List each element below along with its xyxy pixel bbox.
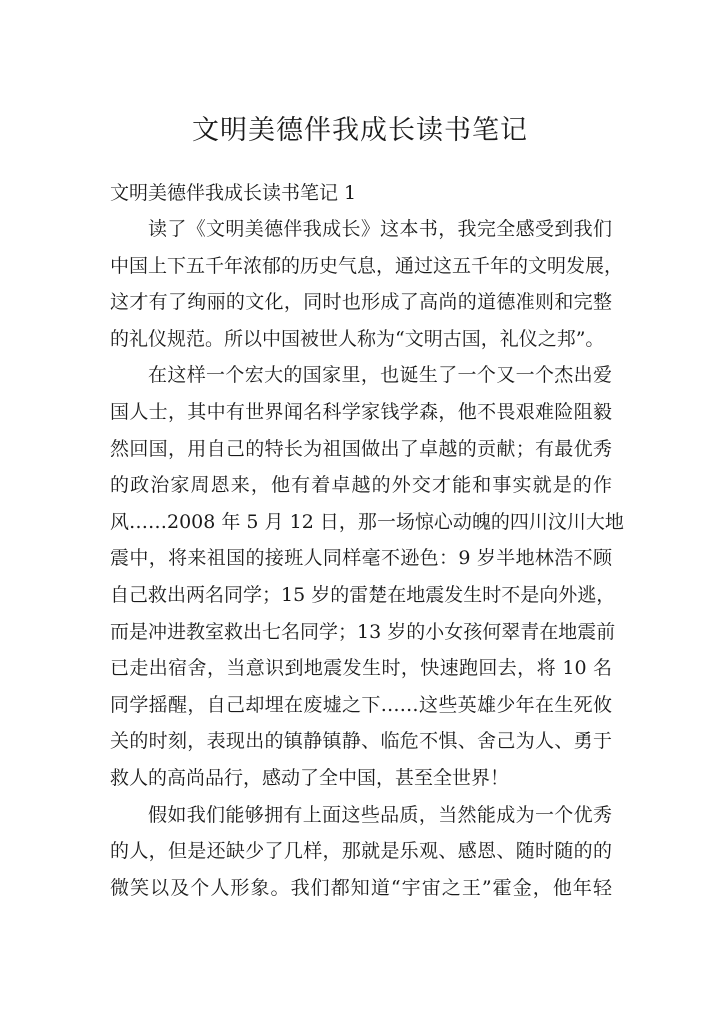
paragraph-2-line: 在这样一个宏大的国家里，也诞生了一个又一个杰出爱 [148, 364, 612, 387]
paragraph-2-line: 已走出宿舍，当意识到地震发生时，快速跑回去，将 10 名 [110, 657, 612, 680]
document-title: 文明美德伴我成长读书笔记 [192, 115, 528, 146]
document-body [110, 211, 624, 906]
paragraph-2-line: 震中，将来祖国的接班人同样毫不逊色：9 岁半地林浩不顾 [110, 547, 612, 570]
paragraph-1-line: 读了《文明美德伴我成长》这本书，我完全感受到我们 [148, 218, 612, 240]
paragraph-2-line: 风……2008 年 5 月 12 日，那一场惊心动魄的四川汶川大地 [110, 510, 624, 533]
paragraph-1-line: 这才有了绚丽的文化，同时也形成了高尚的道德准则和完整 [110, 291, 612, 314]
paragraph-3-line: 的人，但是还缺少了几样，那就是乐观、感恩、随时随的的 [110, 840, 612, 863]
paragraph-2-line: 然回国，用自己的特长为祖国做出了卓越的贡献；有最优秀 [110, 437, 612, 460]
paragraph-2-line: 的政治家周恩来，他有着卓越的外交才能和事实就是的作 [110, 474, 612, 497]
paragraph-2-line: 国人士，其中有世界闻名科学家钱学森，他不畏艰难险阻毅 [110, 400, 612, 423]
paragraph-3-line: 假如我们能够拥有上面这些品质，当然能成为一个优秀 [148, 803, 612, 826]
paragraph-1-line: 的礼仪规范。所以中国被世人称为“文明古国，礼仪之邦”。 [110, 327, 605, 350]
section-heading: 文明美德伴我成长读书笔记 1 [110, 182, 357, 204]
paragraph-3-line: 微笑以及个人形象。我们都知道“宇宙之王”霍金，他年轻 [110, 876, 612, 899]
paragraph-2-line: 救人的高尚品行，感动了全中国，甚至全世界！ [110, 766, 510, 789]
paragraph-2-line: 关的时刻，表现出的镇静镇静、临危不惧、舍己为人、勇于 [110, 730, 612, 753]
paragraph-2-line: 自己救出两名同学；15 岁的雷楚在地震发生时不是向外逃， [110, 583, 616, 606]
paragraph-1-line: 中国上下五千年浓郁的历史气息，通过这五千年的文明发展， [110, 254, 624, 277]
paragraph-2-line: 同学摇醒，自己却埋在废墟之下……这些英雄少年在生死攸 [110, 693, 612, 716]
paragraph-2-line: 而是冲进教室救出七名同学；13 岁的小女孩何翠青在地震前 [110, 620, 616, 643]
